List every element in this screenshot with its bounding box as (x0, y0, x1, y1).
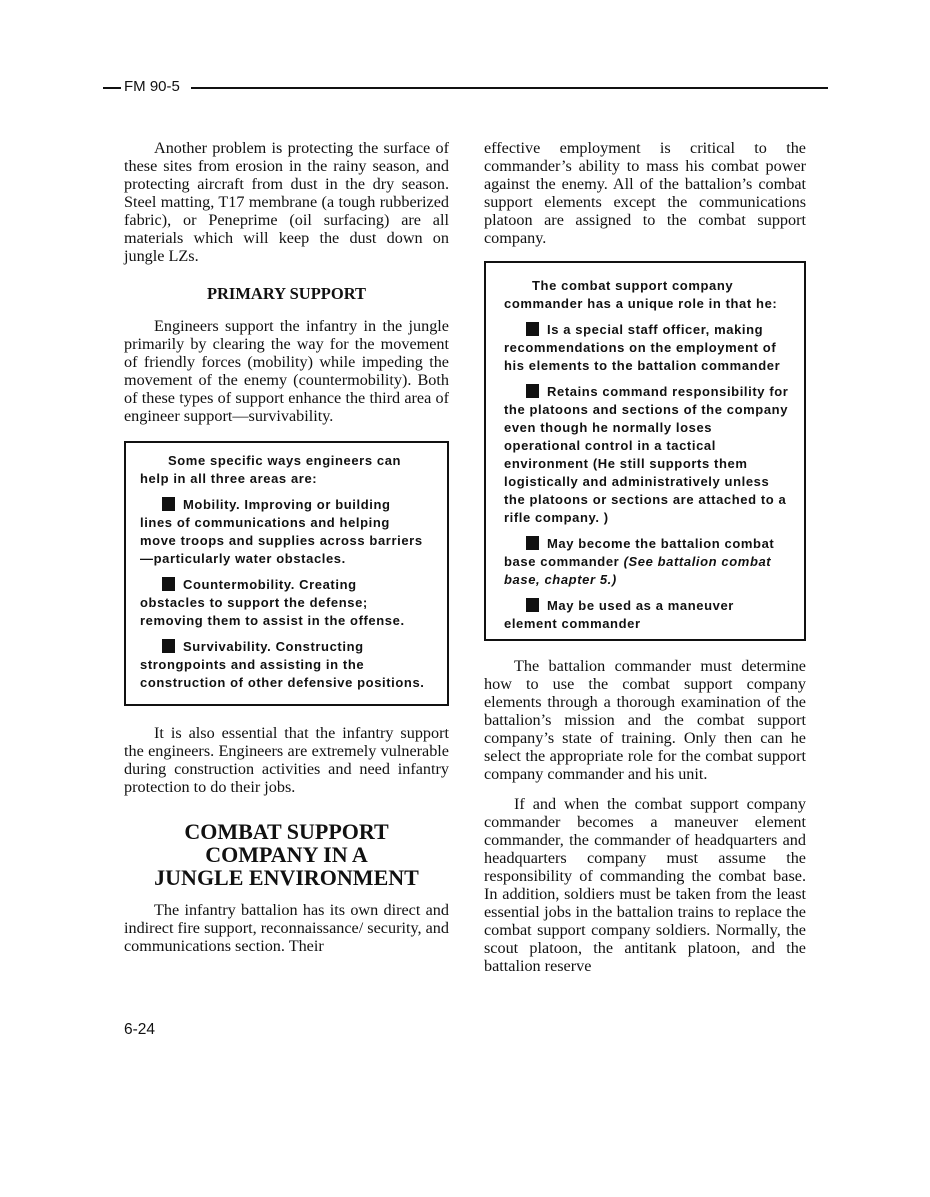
right-column (484, 139, 806, 975)
callout-item-text: Retains command responsibility for the platoons and sections of the company even though he normally loses operational control in a tactical environment (He still supports them logistically and administratively unless the platoons or sections are attached to a rifle company. ) (504, 384, 789, 525)
heading-primary-support: PRIMARY SUPPORT (206, 284, 367, 303)
bullet-square-icon (526, 536, 539, 550)
paragraph-maneuver-element: If and when the combat support company commander becomes a maneuver element commander, the commander of headquarters and headquarters company must assume the responsibility of commanding the combat base. In addition, soldiers must be taken from the least essential jobs in the battalion trains to replace the combat support company soldiers. Normally, the scout platoon, the antitank platoon, and the battalion reserve (484, 795, 806, 975)
bullet-square-icon (162, 497, 175, 511)
commander-role-callout-box (484, 261, 806, 641)
callout-item-countermobility (140, 576, 425, 630)
heading-line: COMPANY IN A (205, 842, 368, 867)
paragraph-primary-support: Engineers support the infantry in the jungle primarily by clearing the way for the movement of friendly forces (mobility) while impeding the movement of the enemy (countermobility). Both of these types of support enhance the third area of engineer support—survivability. (124, 317, 449, 425)
left-column (124, 139, 449, 955)
callout-item-text: May become the battalion combat base commander (504, 536, 775, 569)
callout-item-maneuver (504, 597, 790, 633)
callout-intro: Some specific ways engineers can help in all three areas are: (140, 453, 402, 486)
paragraph-erosion: Another problem is protecting the surface of these sites from erosion in the rainy season, and protecting aircraft from dust in the dry season. Steel matting, T17 membrane (a tough rubberized fabric), or Peneprime (oil surfacing) are all materials which will keep the dust down on jungle LZs. (124, 139, 449, 265)
heading-line: COMBAT SUPPORT (184, 819, 389, 844)
bullet-square-icon (162, 577, 175, 591)
bullet-square-icon (526, 384, 539, 398)
callout-item-text: Survivability. Constructing strongpoints and assisting in the construction of other defensive positions. (140, 639, 425, 690)
paragraph-battalion: The infantry battalion has its own direct and indirect fire support, reconnaissance/ security, and communications section. Their (124, 901, 449, 955)
callout-item-survivability (140, 638, 425, 692)
callout-item-staff-officer (504, 321, 790, 375)
paragraph-infantry-support: It is also essential that the infantry support the engineers. Engineers are extremely vulnerable during construction activities and need infantry protection to do their jobs. (124, 724, 449, 796)
callout-item-text: Mobility. Improving or building lines of communications and helping move troops and supplies across barriers—particularly water obstacles. (140, 497, 423, 566)
heading-line: JUNGLE ENVIRONMENT (154, 865, 419, 890)
engineer-support-callout-box (124, 441, 449, 706)
manual-designation: FM 90-5 (124, 78, 180, 95)
callout-intro: The combat support company commander has a unique role in that he: (504, 278, 778, 311)
header-rule (191, 87, 828, 89)
bullet-square-icon (162, 639, 175, 653)
callout-item-text: May be used as a maneuver element commander (504, 598, 734, 631)
page-number: 6-24 (124, 1021, 156, 1038)
callout-item-reference: (See battalion combat base, chapter 5.) (504, 554, 772, 587)
bullet-square-icon (526, 322, 539, 336)
callout-item-command-responsibility (504, 383, 790, 527)
heading-combat-support-company (124, 820, 449, 889)
page-header (103, 76, 828, 98)
callout-item-text: Countermobility. Creating obstacles to support the defense; removing them to assist in the offense. (140, 577, 405, 628)
header-dash (103, 87, 121, 89)
callout-item-mobility (140, 496, 425, 568)
callout-item-text: Is a special staff officer, making recommendations on the employment of his elements to the battalion commander (504, 322, 781, 373)
paragraph-battalion-commander: The battalion commander must determine how to use the combat support company elements through a thorough examination of the battalion’s mission and the combat support company’s state of training. Only then can he select the appropriate role for the combat support company commander and his unit. (484, 657, 806, 783)
paragraph-continued: effective employment is critical to the commander’s ability to mass his combat power against the enemy. All of the battalion’s combat support elements except the communications platoon are assigned to the combat support company. (484, 139, 806, 247)
callout-item-combat-base (504, 535, 790, 589)
bullet-square-icon (526, 598, 539, 612)
